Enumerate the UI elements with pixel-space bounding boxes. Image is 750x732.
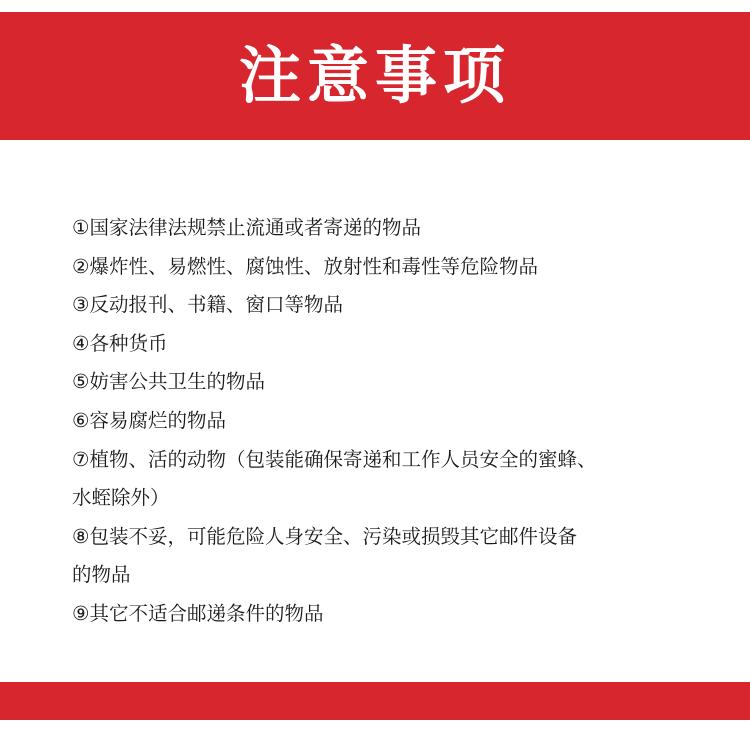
notice-line-1: ①国家法律法规禁止流通或者寄递的物品 <box>72 216 421 239</box>
notice-line-9: ⑨其它不适合邮递条件的物品 <box>72 601 324 625</box>
notice-line-3: ③反动报刊、书籍、窗口等物品 <box>72 293 343 317</box>
notice-line-6: ⑥容易腐烂的物品 <box>72 408 226 432</box>
notice-line-4: ④各种货币 <box>72 331 168 355</box>
notice-line-5: ⑤妨害公共卫生的物品 <box>72 370 265 394</box>
header-banner <box>0 12 750 140</box>
notice-line-8-continued: 的物品 <box>72 563 131 587</box>
footer-banner <box>0 682 750 720</box>
notice-line-7-continued: 水蛭除外） <box>72 486 170 510</box>
notice-line-2: ②爆炸性、易燃性、腐蚀性、放射性和毒性等危险物品 <box>72 254 538 278</box>
notice-line-8: ⑧包装不妥，可能危险人身安全、污染或损毁其它邮件设备 <box>72 524 577 548</box>
notice-line-7: ⑦植物、活的动物（包装能确保寄递和工作人员安全的蜜蜂、 <box>72 447 597 471</box>
page-title: 注意事项 <box>238 39 511 112</box>
notice-list <box>72 209 692 634</box>
